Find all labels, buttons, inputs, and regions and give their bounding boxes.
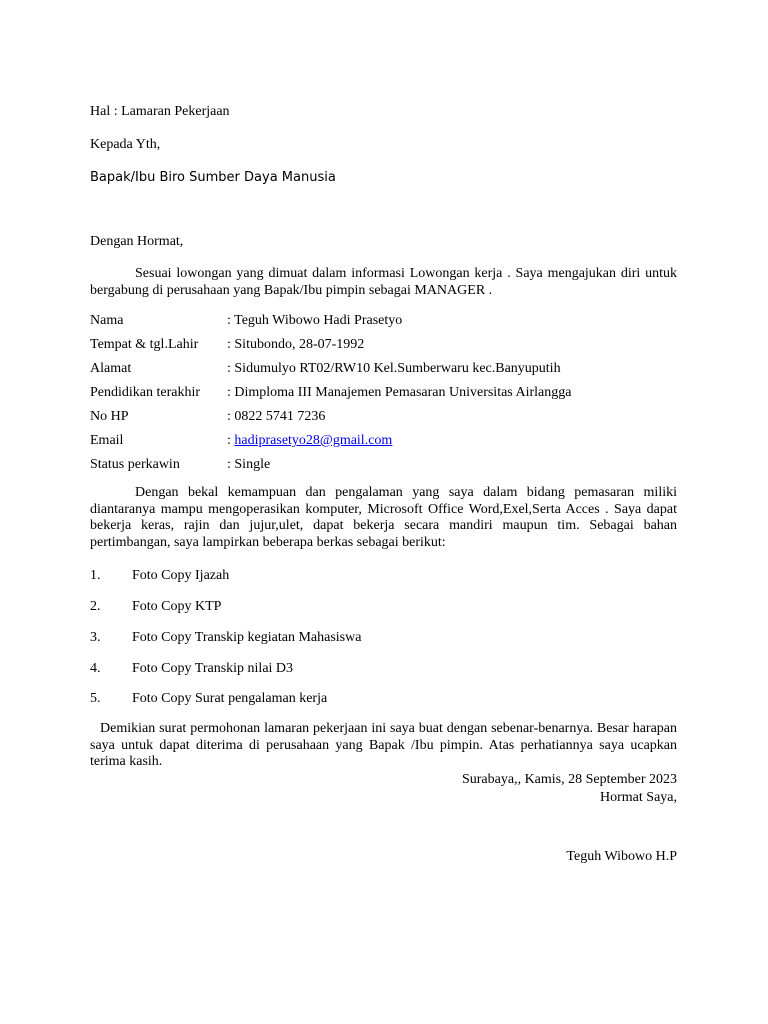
attachment-number: 3.	[90, 630, 101, 645]
field-label: Pendidikan terakhir	[90, 385, 201, 400]
place-date: Surabaya,, Kamis, 28 September 2023	[461, 772, 677, 787]
field-label: Alamat	[90, 361, 132, 376]
closing-paragraph: Demikian surat permohonan lamaran pekerjaan ini saya buat dengan sebenar-benarnya. Besar harapan saya untuk dapat diterima di perusahaan yang Bapak /Ibu pimpin. Atas perhatiannya saya ucapkan terima kasih.	[90, 721, 677, 769]
field-label: Tempat & tgl.Lahir	[90, 337, 199, 352]
attachment-number: 2.	[90, 599, 101, 614]
attachment-text: Foto Copy KTP	[132, 599, 222, 614]
attachment-number: 4.	[90, 661, 101, 676]
salutation: Dengan Hormat,	[90, 234, 184, 249]
field-education	[90, 385, 677, 401]
body-paragraph	[90, 485, 677, 551]
attachment-number: 5.	[90, 691, 101, 706]
field-email	[90, 433, 677, 449]
attachment-text: Foto Copy Surat pengalaman kerja	[132, 691, 328, 706]
attachment-text: Foto Copy Transkip kegiatan Mahasiswa	[132, 630, 362, 645]
recipient-greeting: Kepada Yth,	[90, 137, 161, 152]
attachment-text: Foto Copy Transkip nilai D3	[132, 661, 294, 676]
field-value	[227, 433, 392, 449]
intro-paragraph	[90, 266, 677, 299]
field-birth	[90, 337, 677, 353]
attachment-number: 1.	[90, 568, 101, 583]
attachment-text: Foto Copy Ijazah	[132, 568, 230, 583]
field-address	[90, 361, 677, 377]
field-label: No HP	[90, 409, 129, 424]
field-label: Email	[90, 433, 124, 448]
signature-name: Teguh Wibowo H.P	[566, 849, 677, 864]
field-value: : 0822 5741 7236	[227, 409, 326, 424]
intro-text: Sesuai lowongan yang dimuat dalam informasi Lowongan kerja . Saya mengajukan diri untuk bergabung di perusahaan yang Bapak/Ibu pimpin sebagai MANAGER .	[90, 266, 677, 298]
field-value: : Dimploma III Manajemen Pemasaran Universitas Airlangga	[227, 385, 572, 400]
email-link[interactable]: hadiprasetyo28@gmail.com	[234, 433, 393, 448]
field-value: : Sidumulyo RT02/RW10 Kel.Sumberwaru kec.Banyuputih	[227, 361, 561, 376]
field-value: : Situbondo, 28-07-1992	[227, 337, 365, 352]
body-text: Dengan bekal kemampuan dan pengalaman yang saya dalam bidang pemasaran miliki diantaranya mampu mengoperasikan komputer, Microsoft Office Word,Exel,Serta Acces . Saya dapat bekerja keras, rajin dan jujur,ulet, dapat bekerja secara mandiri maupun tim. Sebagai bahan pertimbangan, saya lampirkan beberapa berkas sebagai berikut:	[90, 485, 677, 550]
regards: Hormat Saya,	[600, 790, 677, 805]
field-value: : Teguh Wibowo Hadi Prasetyo	[227, 313, 403, 328]
letter-subject: Hal : Lamaran Pekerjaan	[90, 104, 230, 119]
field-label: Status perkawin	[90, 457, 180, 472]
field-label: Nama	[90, 313, 124, 328]
field-marital-status	[90, 457, 677, 473]
field-phone	[90, 409, 677, 425]
email-prefix: :	[227, 433, 235, 448]
field-name	[90, 313, 677, 329]
recipient-department: Bapak/Ibu Biro Sumber Daya Manusia	[90, 170, 336, 185]
field-value: : Single	[227, 457, 271, 472]
